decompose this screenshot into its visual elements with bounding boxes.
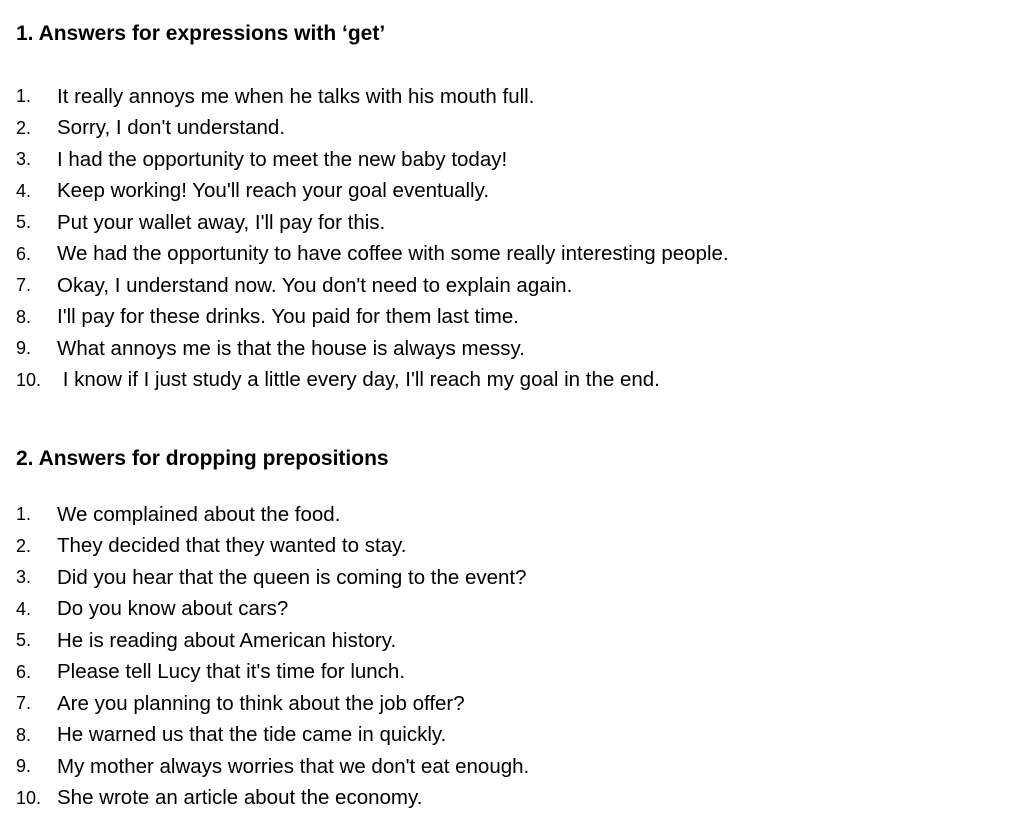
list-item — [16, 113, 729, 145]
list-item — [16, 783, 529, 815]
item-number: 7. — [16, 275, 32, 296]
list-item — [16, 499, 529, 531]
item-number: 5. — [16, 630, 32, 651]
item-text: We complained about the food. — [57, 502, 341, 526]
item-number: 7. — [16, 693, 32, 714]
section-title-get-expressions: 1. Answers for expressions with ‘get’ — [16, 22, 386, 45]
item-number: 2. — [16, 117, 32, 138]
list-item — [16, 176, 729, 208]
list-item — [16, 625, 529, 657]
list-item — [16, 751, 529, 783]
item-number: 9. — [16, 756, 32, 777]
item-number: 9. — [16, 338, 32, 359]
item-number: 6. — [16, 661, 32, 682]
item-number: 10. — [16, 787, 42, 808]
list-item — [16, 688, 529, 720]
item-text: I had the opportunity to meet the new baby today! — [57, 147, 508, 171]
item-number: 1. — [16, 86, 32, 107]
item-text: Keep working! You'll reach your goal eventually. — [57, 179, 490, 203]
item-text: Please tell Lucy that it's time for lunch. — [57, 660, 406, 684]
list-item — [16, 333, 729, 365]
item-text: Okay, I understand now. You don't need to explain again. — [57, 273, 573, 297]
item-text: Are you planning to think about the job offer? — [57, 691, 465, 715]
item-text: What annoys me is that the house is always messy. — [57, 336, 525, 360]
item-text: Do you know about cars? — [57, 597, 289, 621]
list-item — [16, 365, 729, 397]
item-text: We had the opportunity to have coffee with some really interesting people. — [57, 242, 729, 266]
item-number: 4. — [16, 598, 32, 619]
list-item — [16, 302, 729, 334]
answer-list-get-expressions — [16, 81, 729, 396]
list-item — [16, 270, 729, 302]
item-text: It really annoys me when he talks with his mouth full. — [57, 84, 535, 108]
item-number: 6. — [16, 243, 32, 264]
item-number: 3. — [16, 567, 32, 588]
item-number: 5. — [16, 212, 32, 233]
item-number: 1. — [16, 504, 32, 525]
item-number: 4. — [16, 180, 32, 201]
list-item — [16, 239, 729, 271]
item-text: I'll pay for these drinks. You paid for them last time. — [57, 305, 519, 329]
list-item — [16, 562, 529, 594]
item-text: Put your wallet away, I'll pay for this. — [57, 210, 386, 234]
item-number: 3. — [16, 149, 32, 170]
answer-list-dropping-prepositions — [16, 499, 529, 814]
item-text: Sorry, I don't understand. — [57, 116, 286, 140]
section-title-dropping-prepositions: 2. Answers for dropping prepositions — [16, 447, 389, 470]
list-item — [16, 144, 729, 176]
item-text: Did you hear that the queen is coming to the event? — [57, 565, 527, 589]
item-number: 2. — [16, 535, 32, 556]
item-number: 8. — [16, 724, 32, 745]
item-text: They decided that they wanted to stay. — [57, 534, 407, 558]
item-number: 8. — [16, 306, 32, 327]
item-text: She wrote an article about the economy. — [57, 786, 423, 810]
item-text: He is reading about American history. — [57, 628, 397, 652]
list-item — [16, 531, 529, 563]
list-item — [16, 657, 529, 689]
item-text: He warned us that the tide came in quickly. — [57, 723, 447, 747]
list-item — [16, 594, 529, 626]
item-number: 10. — [16, 369, 42, 390]
item-text: My mother always worries that we don't eat enough. — [57, 754, 530, 778]
list-item — [16, 207, 729, 239]
list-item — [16, 81, 729, 113]
item-text: I know if I just study a little every day, I'll reach my goal in the end. — [57, 368, 660, 392]
list-item — [16, 720, 529, 752]
